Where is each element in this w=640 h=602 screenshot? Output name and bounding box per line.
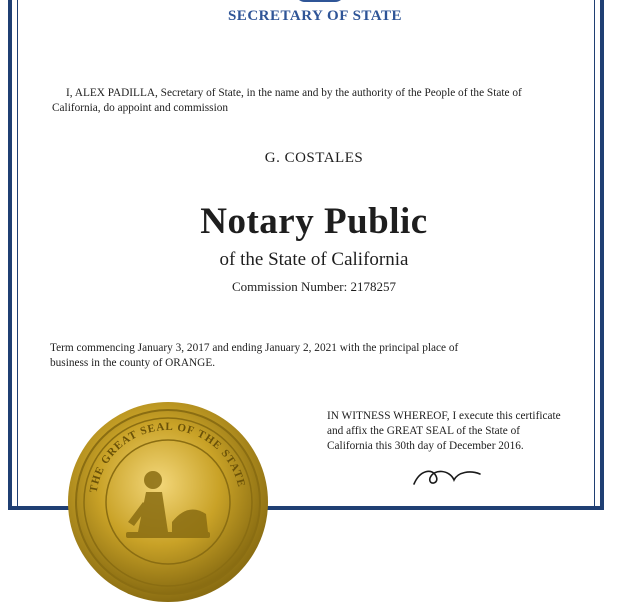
appointee-name: G. COSTALES bbox=[264, 150, 364, 166]
office-title: Notary Public bbox=[200, 201, 428, 242]
seal-ring-text: THE GREAT SEAL OF THE STATE bbox=[87, 420, 248, 494]
appointment-text: I, ALEX PADILLA, Secretary of State, in the name and by the authority of the People of the State of California, do appoint and commission bbox=[52, 87, 522, 114]
great-seal-of-california-icon bbox=[68, 402, 268, 602]
term-text: Term commencing January 3, 2017 and ending January 2, 2021 with the principal place of business in the county of ORANGE. bbox=[50, 342, 459, 369]
witness-text: IN WITNESS WHEREOF, I execute this certificate and affix the GREAT SEAL of the State of California this 30th day of December 2016. bbox=[327, 410, 561, 452]
commission-number: Commission Number: 2178257 bbox=[232, 279, 396, 294]
signature-icon bbox=[410, 466, 500, 486]
header-title: SECRETARY OF STATE bbox=[227, 8, 403, 24]
jurisdiction: of the State of California bbox=[219, 249, 409, 270]
